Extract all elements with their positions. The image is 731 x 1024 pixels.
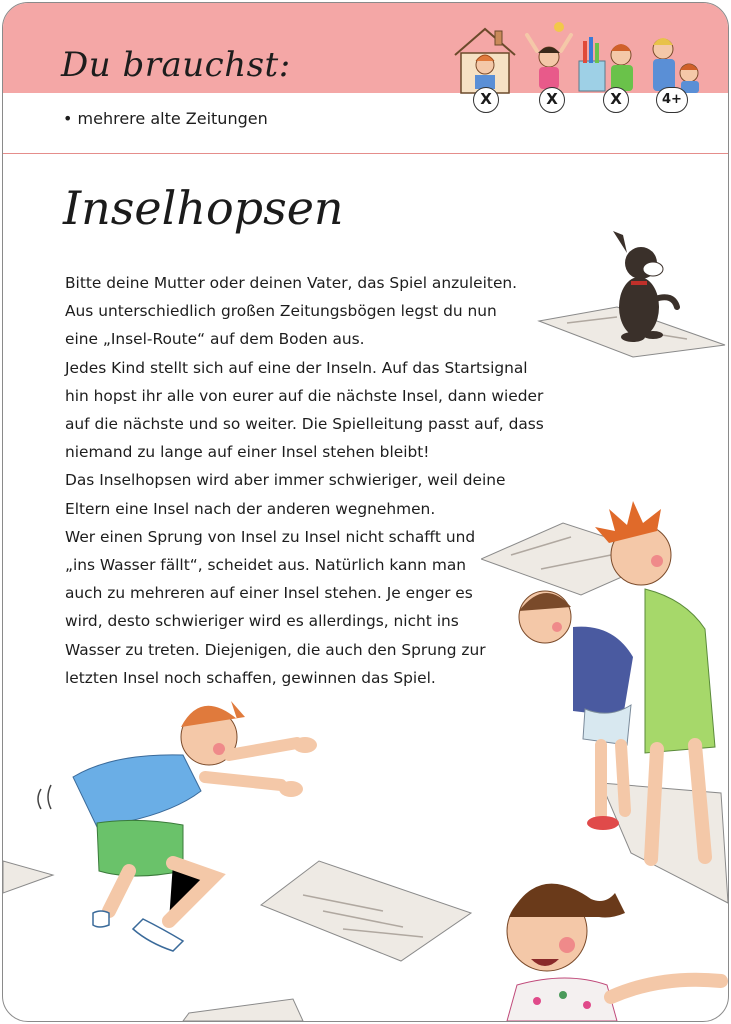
game-title: Inselhopsen — [63, 181, 344, 235]
instruction-line: Das Inselhopsen wird aber immer schwieriger, weil deine — [65, 471, 506, 490]
two-boys-icon — [653, 38, 699, 93]
instruction-line: auf die nächste und so weiter. Die Spielleitung passt auf, dass — [65, 415, 544, 434]
instruction-line: Jedes Kind stellt sich auf eine der Inseln. Auf das Startsignal — [65, 358, 528, 377]
instruction-line: Wasser zu treten. Diejenigen, die auch den Sprung zur — [65, 640, 486, 659]
kids-queue-illustration — [481, 493, 728, 913]
instruction-line: hin hopst ihr alle von eurer auf die nächste Insel, dann wieder — [65, 386, 544, 405]
instruction-line: eine „Insel-Route“ auf dem Boden aus. — [65, 330, 365, 349]
header-kids-illustration — [451, 21, 711, 97]
instruction-line: „ins Wasser fällt“, scheidet aus. Natürlich kann man — [65, 556, 467, 575]
materials-item: • mehrere alte Zeitungen — [63, 109, 268, 128]
house-icon — [455, 29, 515, 93]
instruction-line: niemand zu lange auf einer Insel stehen bleibt! — [65, 443, 430, 462]
instruction-line: Bitte deine Mutter oder deinen Vater, das Spiel anzuleiten. — [65, 274, 518, 292]
instruction-line: letzten Insel noch schaffen, gewinnen das Spiel. — [65, 668, 436, 687]
newspaper-islands-illustration — [3, 853, 483, 1021]
badge-players-2: X — [539, 87, 565, 113]
dog-on-newspaper-illustration — [537, 219, 727, 359]
materials-title: Du brauchst: — [61, 45, 291, 85]
instruction-line: Aus unterschiedlich großen Zeitungsbögen legst du nun — [65, 302, 497, 321]
crayons-icon — [579, 37, 605, 91]
badge-players-3: X — [603, 87, 629, 113]
instruction-line: auch zu mehreren auf einer Insel stehen. Je enger es — [65, 584, 473, 603]
kid-icon — [611, 44, 633, 91]
badge-players-1: X — [473, 87, 499, 113]
kid-cheering-icon — [527, 22, 571, 89]
game-card — [2, 2, 729, 1022]
laughing-girl-illustration — [487, 865, 728, 1021]
instruction-line: Wer einen Sprung von Insel zu Insel nicht schafft und — [65, 527, 476, 546]
game-instructions — [65, 269, 545, 692]
instruction-line: Eltern eine Insel nach der anderen wegnehmen. — [65, 499, 436, 518]
instruction-line: wird, desto schwieriger wird es allerdings, nicht ins — [65, 612, 459, 631]
badge-age: 4+ — [656, 87, 688, 113]
